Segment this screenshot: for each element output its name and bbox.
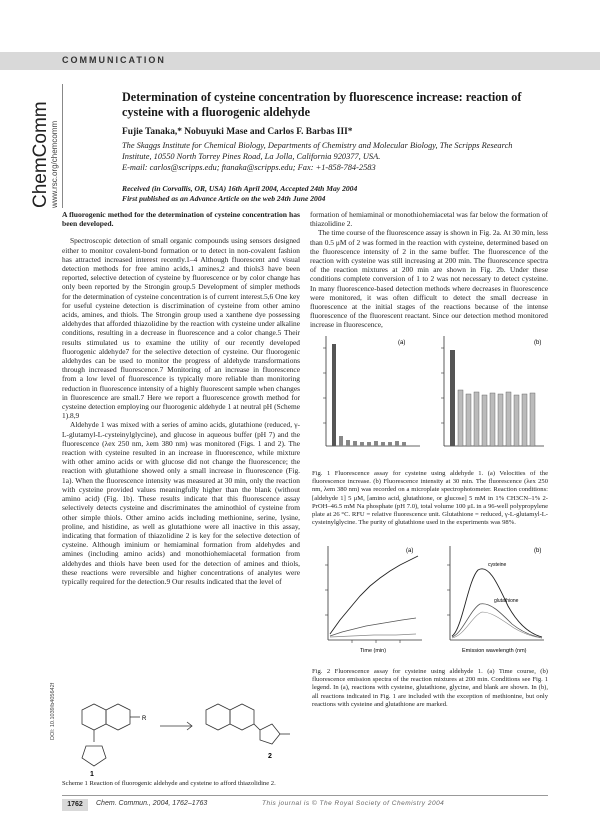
journal-logo-text: ChemComm xyxy=(30,101,51,208)
journal-url[interactable]: www.rsc.org/chemcomm xyxy=(50,120,59,208)
article-authors: Fujie Tanaka,* Nobuyuki Mase and Carlos F. Barbas III* xyxy=(122,127,353,137)
scheme-ring xyxy=(82,704,106,730)
fig1b-label: (b) xyxy=(534,340,542,346)
scheme-ring xyxy=(206,704,230,730)
thiazolidine-ring xyxy=(260,724,280,744)
body-paragraph: Spectroscopic detection of small organic compounds using sensors designed either to monitor covalent-bond formation or to detect in non-covalent fashion has attracted increased interest recently.1–4 Although fluorescent and visual detection methods for free amino acids,1 amines,2 and thiols3 have been reported, selective detection of cysteine by fluorescence or by color change has only been reported by the Strongin group.5 Development of simpler methods for the determination of cysteine concentration is of current interest.5,6 One key for useful cysteine detection is discrimination of cysteine from other amino acids, amines, and thiols. The Strongin group used a xanthene dye possessing aldehydes that afforded thiazolidine by the reaction with cysteine under alkaline conditions, resulting in a decrease in fluorescence and a color change.5 Their results stimulated us to examine the utility of our recently developed fluorogenic aldehyde7 for the selective detection of cysteine. Our fluorogenic aldehydes can be used to monitor the progress of aldehyde transformations through increased fluorescence.7 Monitoring of an increase in fluorescence from a low level of fluorescence is typically more reliable than monitoring reduction in fluorescence intensity of a highly fluorescent sample when changes in fluorescence are small.7 Here we report a fluorescence growth method for cysteine detection employing our fluorogenic aldehyde 1 at neutral pH (Scheme 1).8,9 xyxy=(62,236,300,421)
affiliation-email[interactable]: E-mail: carlos@scripps.edu; ftanaka@scripps.edu; Fax: +1-858-784-2583 xyxy=(122,163,376,172)
fig2a-series-cys xyxy=(330,556,418,634)
fig1b-bar xyxy=(530,393,535,446)
scheme-ring xyxy=(82,746,106,766)
fig2a-label: (a) xyxy=(406,548,414,554)
scheme-r-label: R xyxy=(142,716,147,722)
doi-vertical xyxy=(50,670,60,740)
fig1b-bar xyxy=(498,394,503,446)
left-column xyxy=(62,210,300,586)
scheme-ring xyxy=(230,704,254,730)
page-number: 1762 xyxy=(62,799,88,811)
fig1b-bar xyxy=(514,395,519,446)
figure-1-caption: Fig. 1 Fluorescence assay for cysteine using aldehyde 1. (a) Velocities of the fluorescence increase. (b) Fluorescence intensity at 30 min. The fluorescence (λex 250 nm, λem 380 nm) was recorded on a microplate spectrophotometer. Reaction conditions: [aldehyde 1] 5 μM, [amino acid, glutathione, or glucose] 5 mM in 1% CH3CN–1% 2-PrOH–46.5 mM Na phosphate (pH 7.0), total volume 100 μL in a 96-well polypropylene plate at 26 °C. RFU = relative fluorescence unit. Glutathione = reduced, γ-L-glutamyl-L-cysteinylglycine. The purity of glutathione used in the experiments was 98%. xyxy=(312,470,548,527)
fig1a-bar xyxy=(360,442,364,446)
fig2b-label: (b) xyxy=(534,548,542,554)
compound-2-label: 2 xyxy=(268,753,272,760)
fig1b-bar xyxy=(450,350,455,446)
scheme-1 xyxy=(66,696,298,776)
doi-text[interactable]: DOI: 10.1039/b405642f xyxy=(50,682,56,740)
fig1b-bar xyxy=(474,392,479,446)
fig2a-panel xyxy=(325,546,422,654)
fig1a-label: (a) xyxy=(398,340,406,346)
fig1b-bar xyxy=(490,393,495,446)
fig1b-bar xyxy=(466,394,471,446)
fig2b-marker-cys: cysteine xyxy=(488,562,507,568)
affiliation-text: The Skaggs Institute for Chemical Biology, Departments of Chemistry and Molecular Biology, The Scripps Research Institute, 10550 North Torrey Pines Road, La Jolla, California 920377, USA. xyxy=(122,141,513,161)
fig1a-bar xyxy=(339,436,343,446)
figure-1 xyxy=(312,328,548,460)
body-paragraph: formation of hemiaminal or monothiohemiacetal was far below the formation of thiazolidine 2. xyxy=(310,210,548,229)
article-affiliation xyxy=(122,140,542,173)
footer-divider xyxy=(62,795,548,796)
fig2b-series-glu xyxy=(452,604,542,638)
fig1b-bar xyxy=(458,390,463,446)
scheme-ring xyxy=(106,704,130,730)
journal-logo xyxy=(30,88,60,208)
fig2b-marker-glu: glutathione xyxy=(494,598,519,604)
fig1a-bar xyxy=(374,441,378,446)
fig1a-bar xyxy=(332,344,336,446)
fig2a-series-other xyxy=(330,634,416,637)
fig1b-bar xyxy=(506,392,511,446)
fig2b-panel xyxy=(447,546,544,654)
right-column xyxy=(310,210,548,330)
footer-copyright: This journal is © The Royal Society of Chemistry 2004 xyxy=(262,800,445,807)
abstract: A fluorogenic method for the determination of cysteine concentration has been developed. xyxy=(62,210,300,229)
fig1b-panel xyxy=(441,336,544,446)
sidebar-divider xyxy=(62,84,63,208)
fig1a-bar xyxy=(353,441,357,446)
fig1a-bar xyxy=(381,442,385,446)
fig1a-bar xyxy=(367,442,371,446)
fig1a-panel xyxy=(323,336,420,446)
section-header-bar xyxy=(0,52,600,70)
body-paragraph: The time course of the fluorescence assay is shown in Fig. 2a. At 30 min, less than 0.5 μM of 2 was formed in the reaction with cysteine, determined based on the fluorescence intensity of 2 in the same buffer. The fluorescence of the reaction with cysteine was still increasing at 200 min. The fluorescence spectra of the reaction mixtures at 200 min are shown in Fig. 2b. Under these conditions complete conversion of 1 to 2 was not necessary to detect cysteine. In many fluorescence-based detection methods where decreases in fluorescence were monitored, it was often difficult to detect the small decrease in fluorescence at the initial stages of the reactions because of the intense fluorescence of the fluorescent reactant. Since our detection method monitored increase in fluorescence, xyxy=(310,228,548,330)
published-date: First published as an Advance Article on the web 24th June 2004 xyxy=(122,194,326,203)
figure-2-caption: Fig. 2 Fluorescence assay for cysteine using aldehyde 1. (a) Time course, (b) fluorescence emission spectra of the reaction mixtures at 200 min. Conditions see Fig. 1 legend. In (a), reactions with cysteine, glutathione, glycine, and blank are shown. In (b), all reactions indicated in Fig. 1 are included with the exception of methionine, but only reactions with cysteine and glutathione are marked. xyxy=(312,668,548,708)
fig1a-bar xyxy=(402,442,406,446)
compound-1-label: 1 xyxy=(90,771,94,776)
article-title: Determination of cysteine concentration by fluorescence increase: reaction of cysteine with a fluorogenic aldehyde xyxy=(122,90,522,119)
footer-journal: Chem. Commun., 2004, 1762–1763 xyxy=(96,800,208,807)
received-date: Received (in Corvallis, OR, USA) 16th April 2004, Accepted 24th May 2004 xyxy=(122,184,358,193)
fig1a-bar xyxy=(346,440,350,446)
fig1a-bar xyxy=(388,442,392,446)
section-label: COMMUNICATION xyxy=(62,55,166,65)
fig1b-bar xyxy=(522,394,527,446)
fig2a-series-glu xyxy=(330,618,416,636)
article-dates xyxy=(122,184,542,204)
fig1b-bar xyxy=(482,395,487,446)
fig1a-bar xyxy=(395,441,399,446)
body-paragraph: Aldehyde 1 was mixed with a series of amino acids, glutathione (reduced, γ-L-glutamyl-L-cysteinylglycine), and glucose in aqueous buffer (pH 7) and the fluorescence (λex 250 nm, λem 380 nm) was monitored (Figs. 1 and 2). The reaction with cysteine resulted in an increase in fluorescence, while mixture with other amino acids or with glucose did not change the fluorescence; the reaction with glutathione showed only a small increase in fluorescence (Fig. 1a). When the fluorescence intensity was measured at 30 min, only the reaction with cysteine provided values meaningfully higher than the blank (without amino acid) (Fig. 1b). These results indicate that this fluorescence assay selectively detects cysteine and discriminates the aminothiol of cysteine from other simple thiols. Other amino acids including methionine, serine, lysine, proline, and histidine, as well as glutathione were all inactive in this assay, indicating that formation of thiazolidine 2 is key for the selective detection of cysteine. Although iminium or hemiaminal formation from aldehydes and amines (including amino acids) and monothiohemiacetal formation from aldehydes and thiols have been used for the detection of amines and thiols, these reactions were reversible and higher concentrations of analytes were typically required for the detection.9 Our results indicated that the level of xyxy=(62,420,300,586)
fig2b-xlabel: Emission wavelength (nm) xyxy=(462,648,527,654)
figure-2 xyxy=(312,540,548,662)
fig2a-xlabel: Time (min) xyxy=(360,648,387,654)
scheme-1-caption: Scheme 1 Reaction of fluorogenic aldehyde and cysteine to afford thiazolidine 2. xyxy=(62,780,276,787)
